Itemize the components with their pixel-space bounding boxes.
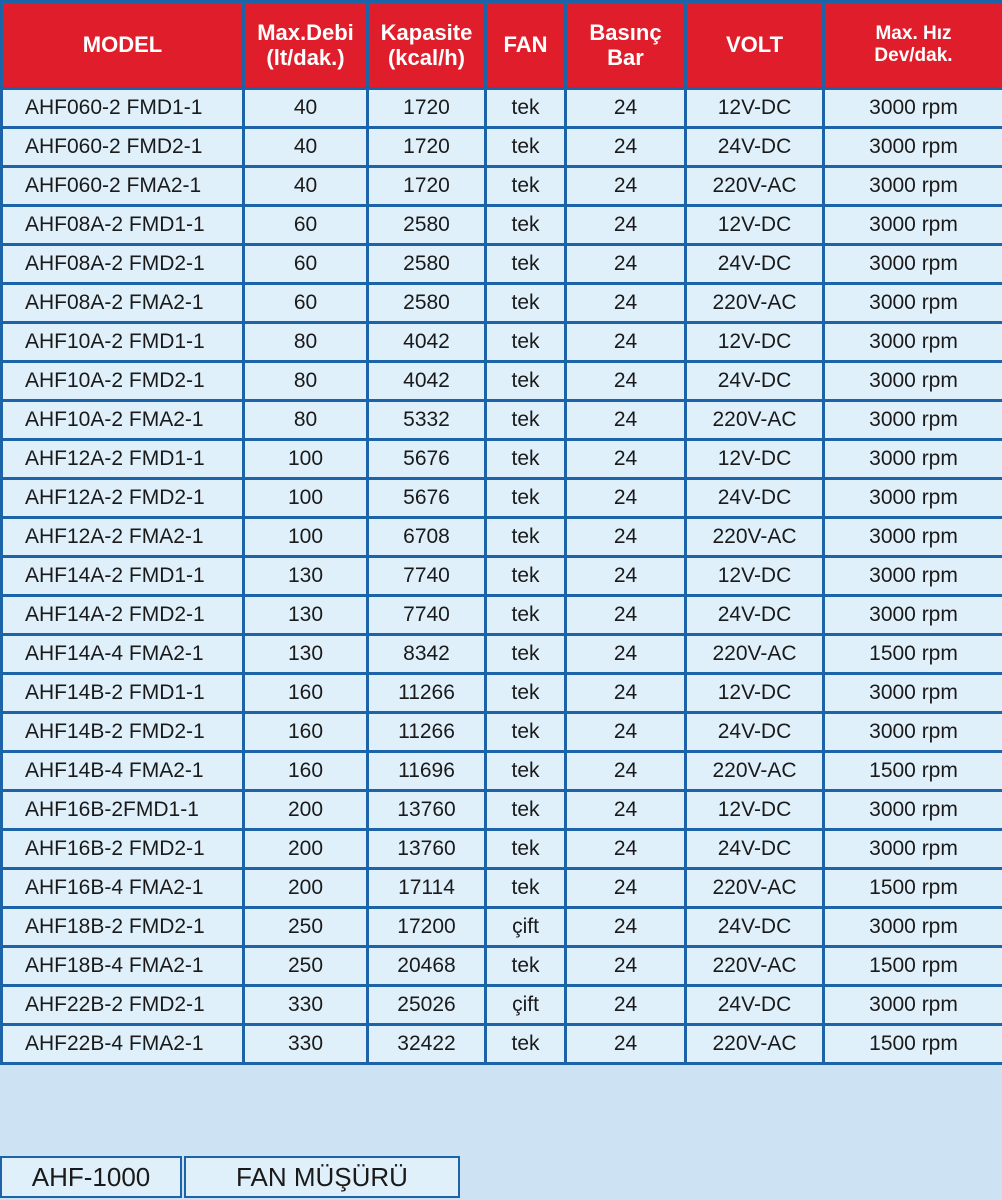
table-row — [2, 89, 1002, 128]
cell-max-debi: 200 — [244, 791, 368, 830]
cell-kapasite: 2580 — [368, 245, 486, 284]
cell-max-debi: 130 — [244, 557, 368, 596]
table-row — [2, 557, 1002, 596]
cell-basinc: 24 — [566, 596, 686, 635]
cell-model: AHF12A-2 FMD2-1 — [2, 479, 244, 518]
cell-volt: 12V-DC — [686, 206, 824, 245]
cell-kapasite: 5676 — [368, 479, 486, 518]
cell-kapasite: 11696 — [368, 752, 486, 791]
table-row — [2, 479, 1002, 518]
cell-model: AHF16B-4 FMA2-1 — [2, 869, 244, 908]
cell-max-debi: 330 — [244, 986, 368, 1025]
cell-model: AHF18B-4 FMA2-1 — [2, 947, 244, 986]
cell-fan: tek — [486, 128, 566, 167]
cell-max-debi: 60 — [244, 245, 368, 284]
cell-fan: tek — [486, 479, 566, 518]
cell-model: AHF08A-2 FMA2-1 — [2, 284, 244, 323]
cell-fan: tek — [486, 401, 566, 440]
table-row — [2, 791, 1002, 830]
cell-max-debi: 200 — [244, 830, 368, 869]
cell-model: AHF18B-2 FMD2-1 — [2, 908, 244, 947]
cell-model: AHF12A-2 FMD1-1 — [2, 440, 244, 479]
cell-model: AHF16B-2FMD1-1 — [2, 791, 244, 830]
cell-model: AHF08A-2 FMD2-1 — [2, 245, 244, 284]
cell-model: AHF060-2 FMA2-1 — [2, 167, 244, 206]
table-row — [2, 362, 1002, 401]
cell-max-debi: 60 — [244, 206, 368, 245]
cell-kapasite: 1720 — [368, 128, 486, 167]
cell-max-debi: 80 — [244, 401, 368, 440]
cell-max-debi: 330 — [244, 1025, 368, 1064]
table-row — [2, 674, 1002, 713]
cell-fan: tek — [486, 1025, 566, 1064]
cell-kapasite: 4042 — [368, 362, 486, 401]
cell-fan: tek — [486, 947, 566, 986]
table-row — [2, 713, 1002, 752]
cell-kapasite: 2580 — [368, 206, 486, 245]
cell-kapasite: 11266 — [368, 674, 486, 713]
footer — [0, 1156, 460, 1196]
cell-max-debi: 80 — [244, 323, 368, 362]
cell-max-hiz: 3000 rpm — [824, 128, 1002, 167]
cell-max-hiz: 3000 rpm — [824, 518, 1002, 557]
cell-fan: tek — [486, 752, 566, 791]
cell-model: AHF060-2 FMD2-1 — [2, 128, 244, 167]
table-row — [2, 245, 1002, 284]
footer-product-name: FAN MÜŞÜRÜ — [184, 1156, 460, 1198]
cell-model: AHF12A-2 FMA2-1 — [2, 518, 244, 557]
header-kapasite: Kapasite (kcal/h) — [368, 2, 486, 89]
cell-fan: tek — [486, 713, 566, 752]
cell-model: AHF10A-2 FMA2-1 — [2, 401, 244, 440]
cell-max-debi: 40 — [244, 128, 368, 167]
table-body — [2, 89, 1002, 1064]
cell-basinc: 24 — [566, 830, 686, 869]
cell-max-debi: 100 — [244, 518, 368, 557]
cell-basinc: 24 — [566, 635, 686, 674]
cell-model: AHF08A-2 FMD1-1 — [2, 206, 244, 245]
cell-kapasite: 25026 — [368, 986, 486, 1025]
cell-basinc: 24 — [566, 128, 686, 167]
cell-volt: 24V-DC — [686, 908, 824, 947]
cell-basinc: 24 — [566, 440, 686, 479]
table-row — [2, 986, 1002, 1025]
table-row — [2, 401, 1002, 440]
cell-max-hiz: 3000 rpm — [824, 908, 1002, 947]
cell-volt: 220V-AC — [686, 869, 824, 908]
cell-max-debi: 160 — [244, 752, 368, 791]
cell-basinc: 24 — [566, 947, 686, 986]
cell-max-debi: 40 — [244, 89, 368, 128]
cell-kapasite: 7740 — [368, 596, 486, 635]
cell-max-debi: 160 — [244, 713, 368, 752]
cell-fan: çift — [486, 908, 566, 947]
cell-max-hiz: 1500 rpm — [824, 752, 1002, 791]
cell-volt: 24V-DC — [686, 479, 824, 518]
header-model: MODEL — [2, 2, 244, 89]
cell-max-hiz: 3000 rpm — [824, 245, 1002, 284]
cell-basinc: 24 — [566, 323, 686, 362]
cell-volt: 24V-DC — [686, 596, 824, 635]
cell-kapasite: 20468 — [368, 947, 486, 986]
cell-kapasite: 1720 — [368, 89, 486, 128]
cell-max-hiz: 3000 rpm — [824, 830, 1002, 869]
cell-basinc: 24 — [566, 245, 686, 284]
table-row — [2, 947, 1002, 986]
header-max-hiz: Max. Hız Dev/dak. — [824, 2, 1002, 89]
cell-model: AHF14A-2 FMD1-1 — [2, 557, 244, 596]
cell-kapasite: 1720 — [368, 167, 486, 206]
cell-model: AHF22B-2 FMD2-1 — [2, 986, 244, 1025]
table-row — [2, 830, 1002, 869]
cell-kapasite: 13760 — [368, 791, 486, 830]
cell-kapasite: 6708 — [368, 518, 486, 557]
cell-fan: tek — [486, 635, 566, 674]
cell-basinc: 24 — [566, 869, 686, 908]
cell-max-debi: 60 — [244, 284, 368, 323]
cell-basinc: 24 — [566, 401, 686, 440]
cell-max-debi: 130 — [244, 635, 368, 674]
cell-max-hiz: 3000 rpm — [824, 557, 1002, 596]
header-fan: FAN — [486, 2, 566, 89]
cell-volt: 24V-DC — [686, 713, 824, 752]
cell-volt: 12V-DC — [686, 89, 824, 128]
cell-basinc: 24 — [566, 479, 686, 518]
cell-basinc: 24 — [566, 674, 686, 713]
cell-basinc: 24 — [566, 752, 686, 791]
cell-max-hiz: 1500 rpm — [824, 635, 1002, 674]
cell-model: AHF10A-2 FMD2-1 — [2, 362, 244, 401]
cell-max-hiz: 1500 rpm — [824, 869, 1002, 908]
cell-basinc: 24 — [566, 791, 686, 830]
cell-kapasite: 17200 — [368, 908, 486, 947]
cell-fan: tek — [486, 791, 566, 830]
cell-volt: 12V-DC — [686, 674, 824, 713]
cell-volt: 220V-AC — [686, 947, 824, 986]
cell-kapasite: 32422 — [368, 1025, 486, 1064]
cell-max-debi: 130 — [244, 596, 368, 635]
table-row — [2, 908, 1002, 947]
cell-model: AHF10A-2 FMD1-1 — [2, 323, 244, 362]
cell-volt: 12V-DC — [686, 440, 824, 479]
cell-fan: tek — [486, 362, 566, 401]
cell-kapasite: 17114 — [368, 869, 486, 908]
table-row — [2, 1025, 1002, 1064]
table-row — [2, 206, 1002, 245]
cell-max-hiz: 1500 rpm — [824, 1025, 1002, 1064]
cell-volt: 12V-DC — [686, 323, 824, 362]
cell-volt: 12V-DC — [686, 557, 824, 596]
cell-model: AHF14A-2 FMD2-1 — [2, 596, 244, 635]
cell-basinc: 24 — [566, 518, 686, 557]
cell-volt: 220V-AC — [686, 167, 824, 206]
header-max-debi: Max.Debi (lt/dak.) — [244, 2, 368, 89]
cell-model: AHF14B-2 FMD1-1 — [2, 674, 244, 713]
cell-max-hiz: 3000 rpm — [824, 791, 1002, 830]
table-row — [2, 323, 1002, 362]
cell-max-hiz: 3000 rpm — [824, 401, 1002, 440]
cell-kapasite: 11266 — [368, 713, 486, 752]
cell-basinc: 24 — [566, 986, 686, 1025]
cell-basinc: 24 — [566, 908, 686, 947]
cell-volt: 220V-AC — [686, 1025, 824, 1064]
cell-max-debi: 250 — [244, 908, 368, 947]
cell-max-hiz: 3000 rpm — [824, 206, 1002, 245]
cell-fan: tek — [486, 518, 566, 557]
cell-max-hiz: 3000 rpm — [824, 596, 1002, 635]
cell-kapasite: 2580 — [368, 284, 486, 323]
cell-max-debi: 250 — [244, 947, 368, 986]
table-row — [2, 635, 1002, 674]
cell-fan: çift — [486, 986, 566, 1025]
cell-kapasite: 8342 — [368, 635, 486, 674]
cell-basinc: 24 — [566, 362, 686, 401]
cell-basinc: 24 — [566, 284, 686, 323]
table-row — [2, 284, 1002, 323]
cell-volt: 220V-AC — [686, 284, 824, 323]
table-row — [2, 752, 1002, 791]
table-row — [2, 869, 1002, 908]
cell-kapasite: 4042 — [368, 323, 486, 362]
cell-model: AHF060-2 FMD1-1 — [2, 89, 244, 128]
table-row — [2, 518, 1002, 557]
cell-model: AHF14A-4 FMA2-1 — [2, 635, 244, 674]
cell-max-hiz: 1500 rpm — [824, 947, 1002, 986]
cell-max-hiz: 3000 rpm — [824, 167, 1002, 206]
cell-kapasite: 5332 — [368, 401, 486, 440]
cell-max-hiz: 3000 rpm — [824, 986, 1002, 1025]
cell-fan: tek — [486, 596, 566, 635]
cell-fan: tek — [486, 869, 566, 908]
cell-max-debi: 80 — [244, 362, 368, 401]
cell-volt: 220V-AC — [686, 635, 824, 674]
cell-fan: tek — [486, 440, 566, 479]
cell-kapasite: 13760 — [368, 830, 486, 869]
cell-volt: 220V-AC — [686, 518, 824, 557]
cell-volt: 220V-AC — [686, 401, 824, 440]
cell-basinc: 24 — [566, 713, 686, 752]
table-row — [2, 440, 1002, 479]
table-row — [2, 596, 1002, 635]
cell-fan: tek — [486, 89, 566, 128]
cell-max-hiz: 3000 rpm — [824, 362, 1002, 401]
cell-max-hiz: 3000 rpm — [824, 440, 1002, 479]
cell-volt: 220V-AC — [686, 752, 824, 791]
cell-basinc: 24 — [566, 89, 686, 128]
cell-fan: tek — [486, 830, 566, 869]
cell-fan: tek — [486, 167, 566, 206]
cell-max-hiz: 3000 rpm — [824, 284, 1002, 323]
table-row — [2, 128, 1002, 167]
cell-max-hiz: 3000 rpm — [824, 89, 1002, 128]
cell-fan: tek — [486, 206, 566, 245]
cell-max-debi: 100 — [244, 479, 368, 518]
cell-model: AHF14B-2 FMD2-1 — [2, 713, 244, 752]
cell-model: AHF14B-4 FMA2-1 — [2, 752, 244, 791]
cell-model: AHF22B-4 FMA2-1 — [2, 1025, 244, 1064]
cell-volt: 24V-DC — [686, 362, 824, 401]
cell-kapasite: 5676 — [368, 440, 486, 479]
cell-fan: tek — [486, 245, 566, 284]
cell-volt: 24V-DC — [686, 128, 824, 167]
cell-max-hiz: 3000 rpm — [824, 674, 1002, 713]
cell-max-debi: 100 — [244, 440, 368, 479]
cell-max-hiz: 3000 rpm — [824, 323, 1002, 362]
cell-basinc: 24 — [566, 167, 686, 206]
cell-max-hiz: 3000 rpm — [824, 713, 1002, 752]
footer-code: AHF-1000 — [0, 1156, 182, 1198]
cell-max-hiz: 3000 rpm — [824, 479, 1002, 518]
cell-fan: tek — [486, 284, 566, 323]
cell-max-debi: 200 — [244, 869, 368, 908]
cell-volt: 12V-DC — [686, 791, 824, 830]
cell-basinc: 24 — [566, 206, 686, 245]
cell-fan: tek — [486, 674, 566, 713]
header-row — [2, 2, 1002, 89]
header-basinc: Basınç Bar — [566, 2, 686, 89]
cell-kapasite: 7740 — [368, 557, 486, 596]
header-volt: VOLT — [686, 2, 824, 89]
cell-model: AHF16B-2 FMD2-1 — [2, 830, 244, 869]
cell-fan: tek — [486, 323, 566, 362]
cell-volt: 24V-DC — [686, 245, 824, 284]
table-row — [2, 167, 1002, 206]
cell-volt: 24V-DC — [686, 986, 824, 1025]
cell-basinc: 24 — [566, 557, 686, 596]
cell-fan: tek — [486, 557, 566, 596]
cell-max-debi: 160 — [244, 674, 368, 713]
cell-max-debi: 40 — [244, 167, 368, 206]
cell-volt: 24V-DC — [686, 830, 824, 869]
cell-basinc: 24 — [566, 1025, 686, 1064]
